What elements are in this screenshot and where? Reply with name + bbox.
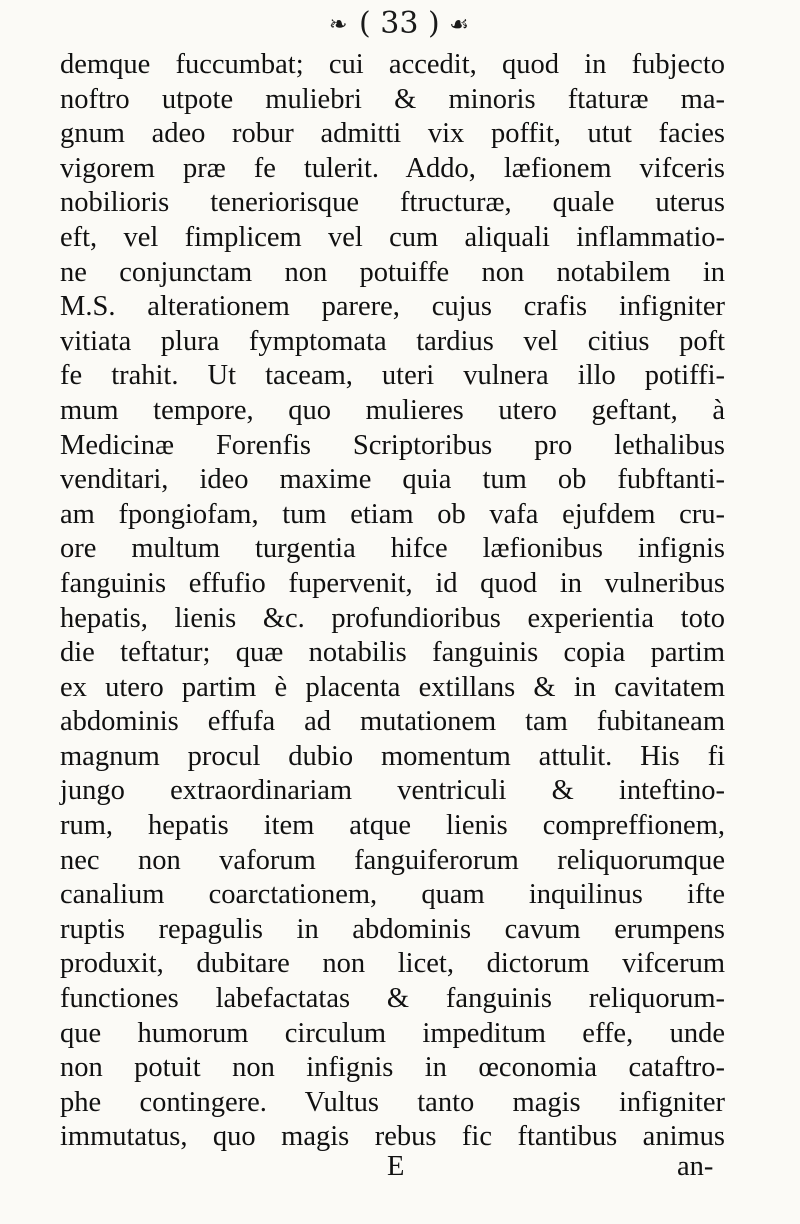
text-line: functiones labefactatas & fanguinis reliquorum- xyxy=(60,983,725,1015)
text-line: ne conjunctam non potuiffe non notabilem in xyxy=(60,256,725,288)
text-line: rum, hepatis item atque lienis compreffionem, xyxy=(60,810,725,842)
text-line: am fpongiofam, tum etiam ob vafa ejufdem cru- xyxy=(60,498,725,530)
text-line: abdominis effufa ad mutationem tam fubitaneam xyxy=(60,706,725,738)
text-line: nec non vaforum fanguiferorum reliquorumque xyxy=(60,844,725,876)
signature-mark: E xyxy=(387,1151,405,1182)
text-line: fanguinis effufio fupervenit, id quod in vulneribus xyxy=(60,567,725,599)
text-line: magnum procul dubio momentum attulit. His fi xyxy=(60,740,725,772)
text-line: fe trahit. Ut taceam, uteri vulnera illo potiffi- xyxy=(60,360,725,392)
text-line: die teftatur; quæ notabilis fanguinis copia partim xyxy=(60,637,725,669)
text-line: canalium coarctationem, quam inquilinus ifte xyxy=(60,879,725,911)
left-ornament-icon: ❧ xyxy=(329,12,350,38)
right-ornament-icon: ☙ xyxy=(449,12,471,38)
text-line: mum tempore, quo mulieres utero geftant, à xyxy=(60,394,725,426)
text-line: vitiata plura fymptomata tardius vel citius poft xyxy=(60,325,725,357)
body-text xyxy=(60,48,725,1155)
page-header xyxy=(0,6,800,41)
text-line: noftro utpote muliebri & minoris ftaturæ ma- xyxy=(60,83,725,115)
text-line: phe contingere. Vultus tanto magis infigniter xyxy=(60,1086,725,1118)
text-line: ex utero partim è placenta extillans & in cavitatem xyxy=(60,671,725,703)
text-line: M.S. alterationem parere, cujus crafis infigniter xyxy=(60,291,725,323)
text-line: jungo extraordinariam ventriculi & inteftino- xyxy=(60,775,725,807)
text-line: ore multum turgentia hifce læfionibus infignis xyxy=(60,533,725,565)
text-line: que humorum circulum impeditum effe, unde xyxy=(60,1017,725,1049)
text-line: ruptis repagulis in abdominis cavum erumpens xyxy=(60,913,725,945)
text-line: demque fuccumbat; cui accedit, quod in fubjecto xyxy=(60,49,725,80)
text-line: venditari, ideo maxime quia tum ob fubftanti- xyxy=(60,464,725,496)
text-line: eft, vel fimplicem vel cum aliquali inflammatio- xyxy=(60,221,725,253)
text-line: vigorem præ fe tulerit. Addo, læfionem vifceris xyxy=(60,152,725,184)
text-line: hepatis, lienis &c. profundioribus experientia toto xyxy=(60,602,725,634)
catchword: an- xyxy=(677,1151,714,1182)
text-line: Medicinæ Forenfis Scriptoribus pro lethalibus xyxy=(60,429,725,461)
page-number: ( 33 ) xyxy=(359,6,440,41)
text-line: produxit, dubitare non licet, dictorum vifcerum xyxy=(60,948,725,980)
text-line: non potuit non infignis in œconomia cataftro- xyxy=(60,1052,725,1084)
text-line: nobilioris teneriorisque ftructuræ, quale uterus xyxy=(60,187,725,219)
text-line: gnum adeo robur admitti vix poffit, utut facies xyxy=(60,118,725,150)
text-line: immutatus, quo magis rebus fic ftantibus animus xyxy=(60,1121,725,1153)
